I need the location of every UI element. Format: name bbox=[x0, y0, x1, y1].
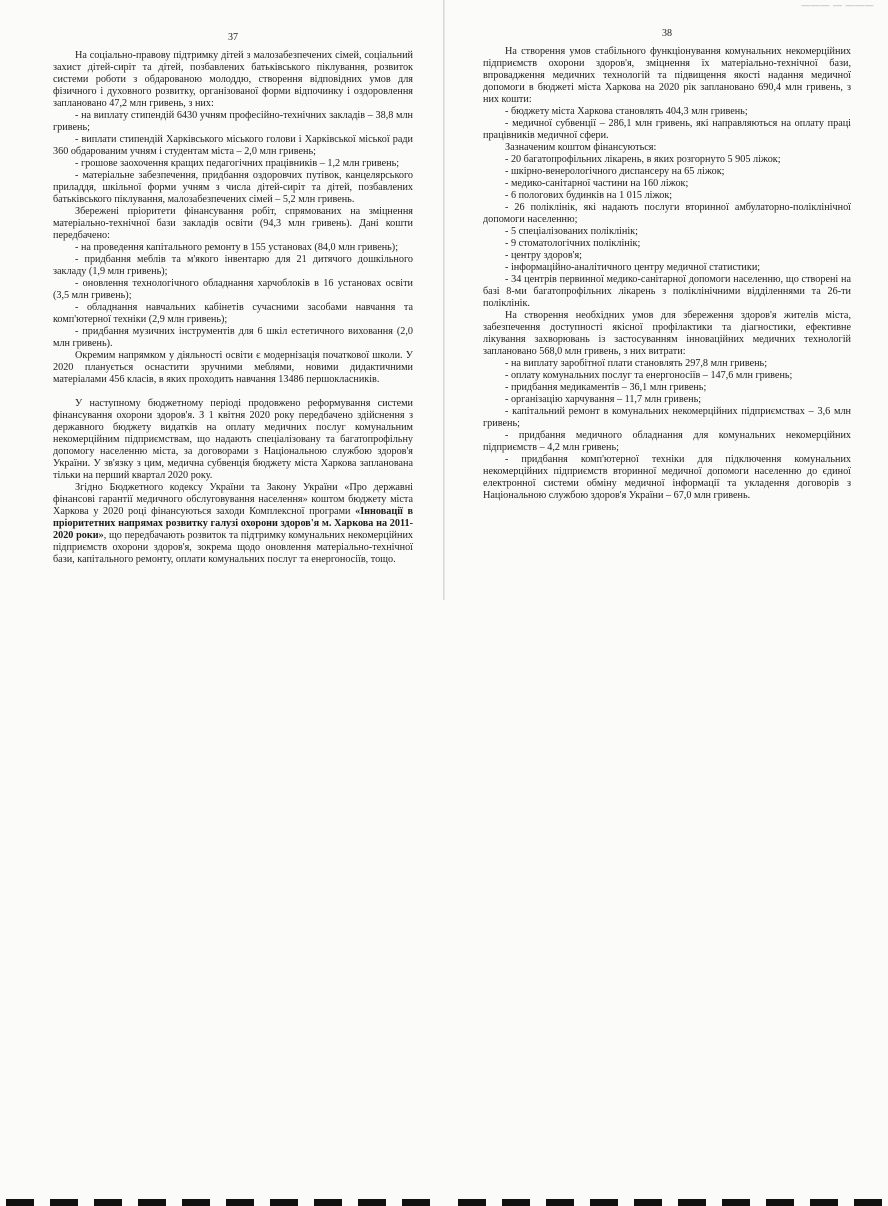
binding-mark bbox=[314, 1199, 342, 1206]
book-spine bbox=[443, 0, 445, 600]
binding-mark bbox=[590, 1199, 618, 1206]
list-item: - 34 центрів первинної медико-санітарної допомоги населенню, що створені на базі 8-ми багатопрофільних лікарень з поліклінічними відділеннями та 26-ти поліклінік. bbox=[483, 274, 851, 309]
paragraph bbox=[53, 482, 413, 566]
binding-mark bbox=[138, 1199, 166, 1206]
list-item: - інформаційно-аналітичного центру медичної статистики; bbox=[505, 262, 761, 273]
right-page bbox=[483, 28, 851, 502]
list-item: - організацію харчування – 11,7 млн гривень; bbox=[505, 394, 702, 405]
list-item: - капітальний ремонт в комунальних некомерційних підприємствах – 3,6 млн гривень; bbox=[483, 406, 851, 429]
list-item: - грошове заохочення кращих педагогічних працівників – 1,2 млн гривень; bbox=[75, 158, 400, 169]
program-title: «Інновації в пріоритетних напрямах розвитку галузі охорони здоров'я м. Харкова на 2011-2020 роки» bbox=[53, 506, 414, 541]
paragraph: У наступному бюджетному періоді продовжено реформування системи фінансування охорони здоров'я. З 1 квітня 2020 року передбачено здійснення з державного бюджету видатків на оплату медичних послуг комунальним некомерційним підприємствам, що надають спеціалізовану та багатопрофільну допомогу населенню міста, за договорами з Національною службою здоров'я України. У зв'язку з цим, медична субвенція бюджету міста Харкова запланована тільки на перший квартал 2020 року. bbox=[53, 398, 413, 481]
list-item: - обладнання навчальних кабінетів сучасними засобами навчання та комп'ютерної техніки (2,9 млн гривень); bbox=[53, 302, 413, 325]
binding-mark bbox=[50, 1199, 78, 1206]
binding-mark bbox=[854, 1199, 882, 1206]
list-item: - придбання музичних інструментів для 6 шкіл естетичного виховання (2,0 млн гривень). bbox=[53, 326, 413, 349]
list-item: - бюджету міста Харкова становлять 404,3 млн гривень; bbox=[505, 106, 748, 117]
binding-mark bbox=[678, 1199, 706, 1206]
list-item: - 20 багатопрофільних лікарень, в яких розгорнуто 5 905 ліжок; bbox=[505, 154, 781, 165]
binding-mark bbox=[270, 1199, 298, 1206]
binding-mark bbox=[546, 1199, 574, 1206]
binding-mark bbox=[722, 1199, 750, 1206]
binding-mark bbox=[634, 1199, 662, 1206]
paragraph: На соціально-правову підтримку дітей з малозабезпечених сімей, соціальний захист дітей-сиріт та дітей, позбавлених батьківського піклування, розвиток системи роботи з обдарованою молоддю, створення відповідних умов для фізичного і духовного розвитку, організованої форми відпочинку і оздоровлення заплановано 47,2 млн гривень, з них: bbox=[53, 50, 413, 109]
list-item: - придбання комп'ютерної техніки для підключення комунальних некомерційних підприємств вторинної медичної допомоги населенню до єдиної електронної системи обміну медичної інформації та укладення договорів з Національною службою здоров'я України – 67,0 млн гривень. bbox=[483, 454, 851, 501]
paragraph: Збережені пріоритети фінансування робіт, спрямованих на зміцнення матеріально-технічної бази закладів освіти (94,3 млн гривень). Дані кошти передбачено: bbox=[53, 206, 413, 241]
page-number: 38 bbox=[662, 28, 672, 39]
list-item: - 5 спеціалізованих поліклінік; bbox=[505, 226, 638, 237]
list-item: - придбання медикаментів – 36,1 млн гривень; bbox=[505, 382, 707, 393]
list-item: - центру здоров'я; bbox=[505, 250, 583, 261]
binding-mark bbox=[182, 1199, 210, 1206]
list-item: - 9 стоматологічних поліклінік; bbox=[505, 238, 641, 249]
binding-mark bbox=[358, 1199, 386, 1206]
paragraph: Окремим напрямком у діяльності освіти є модернізація початкової школи. У 2020 планується оснастити зручними меблями, новими дидактичними матеріалами 456 класів, в яких проходить навчання 13486 першокласників. bbox=[53, 350, 413, 385]
list-item: - оплату комунальних послуг та енергоносіїв – 147,6 млн гривень; bbox=[505, 370, 793, 381]
paragraph-tail: , що передбачають розвиток та підтримку комунальних некомерційних підприємств охорони здоров'я, зокрема щодо оновлення матеріально-технічної бази, капітального ремонту, оплати комунальних послуг та енергоносіїв, тощо. bbox=[53, 530, 413, 565]
binding-mark bbox=[6, 1199, 34, 1206]
paragraph: На створення необхідних умов для збереження здоров'я жителів міста, забезпечення доступності якісної профілактики та діагностики, ефективне лікування захворювань із застосуванням інноваційних медичних технологій заплановано 568,0 млн гривень, з них витрати: bbox=[483, 310, 851, 357]
paragraph: На створення умов стабільного функціонування комунальних некомерційних підприємств охорони здоров'я, зміцнення їх матеріально-технічної бази, впровадження медичних технологій та підвищення якості надання медичної допомоги в бюджеті міста Харкова на 2020 рік заплановано 690,4 млн гривень, з них кошти: bbox=[483, 46, 851, 105]
header-scan-mark: ——— — ——— bbox=[801, 0, 874, 10]
list-item: - матеріальне забезпечення, придбання оздоровчих путівок, канцелярського приладдя, шкільної форми учням з числа дітей-сиріт та дітей, позбавлених батьківського піклування, малозабезпечених сімей – 5,2 млн гривень. bbox=[53, 170, 413, 205]
binding-mark bbox=[502, 1199, 530, 1206]
left-page bbox=[53, 32, 414, 566]
binding-marks bbox=[0, 598, 888, 623]
list-item: - шкірно-венерологічного диспансеру на 65 ліжок; bbox=[505, 166, 725, 177]
list-item: - на проведення капітального ремонту в 155 установах (84,0 млн гривень); bbox=[75, 242, 399, 253]
list-item: - 26 поліклінік, які надають послуги вторинної амбулаторно-поліклінічної допомоги населенню; bbox=[483, 202, 851, 225]
paragraph-text: Згідно Бюджетного кодексу України та Закону України «Про державні фінансові гарантії медичного обслуговування населення» коштом бюджету міста Харкова у 2020 році фінансуються заходи Комплексної програми bbox=[53, 482, 413, 517]
list-item: - оновлення технологічного обладнання харчоблоків в 16 установах освіти (3,5 млн гривень); bbox=[53, 278, 413, 301]
list-item: - медико-санітарної частини на 160 ліжок; bbox=[505, 178, 689, 189]
list-item: - придбання меблів та м'якого інвентарю для 21 дитячого дошкільного закладу (1,9 млн гривень); bbox=[53, 254, 413, 277]
binding-mark bbox=[458, 1199, 486, 1206]
binding-mark bbox=[226, 1199, 254, 1206]
list-item: - 6 пологових будинків на 1 015 ліжок; bbox=[505, 190, 673, 201]
paragraph: Зазначеним коштом фінансуються: bbox=[505, 142, 657, 153]
binding-mark bbox=[402, 1199, 430, 1206]
binding-mark bbox=[766, 1199, 794, 1206]
list-item: - на виплату заробітної плати становлять 297,8 млн гривень; bbox=[505, 358, 768, 369]
binding-mark bbox=[810, 1199, 838, 1206]
list-item: - виплати стипендій Харківського міського голови і Харківської міської ради 360 обдарованим учням і студентам міста – 2,0 млн гривень; bbox=[53, 134, 413, 157]
binding-mark bbox=[94, 1199, 122, 1206]
list-item: - медичної субвенції – 286,1 млн гривень, які направляються на оплату праці працівників медичної сфери. bbox=[483, 118, 851, 141]
page-number: 37 bbox=[228, 32, 238, 43]
list-item: - на виплату стипендій 6430 учням професійно-технічних закладів – 38,8 млн гривень; bbox=[53, 110, 413, 133]
list-item: - придбання медичного обладнання для комунальних некомерційних підприємств – 4,2 млн гривень; bbox=[483, 430, 851, 453]
